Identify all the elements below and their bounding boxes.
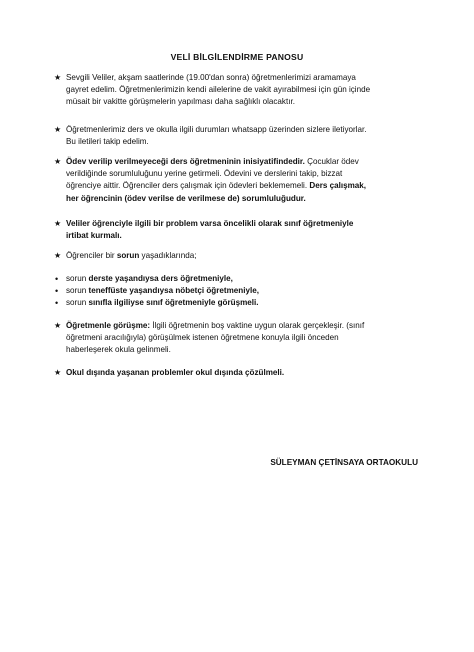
star-icon: ★ (54, 251, 62, 260)
page-title: VELİ BİLGİLENDİRME PANOSU (170, 52, 304, 62)
notice-item-class-teacher: ★ Veliler öğrenciyle ilgili bir problem varsa öncelikli olarak sınıf öğretmeniyle irtibat kurmalı. (54, 219, 354, 241)
notice-item-problems: ★ Öğrenciler bir sorun yaşadıklarında; (66, 250, 418, 262)
school-signature: SÜLEYMAN ÇETİNSAYA ORTAOKULU (270, 458, 418, 467)
bullet-list-item: • sorun sınıfla ilgiliyse sınıf öğretmeniyle görüşmeli. (55, 298, 259, 308)
star-icon: ★ (54, 368, 62, 377)
notice-item-outside-school: ★ Okul dışında yaşanan problemler okul dışında çözülmeli. (66, 367, 418, 379)
star-icon: ★ (54, 219, 62, 228)
notice-item-homework: ★ Ödev verilip verilmeyeceği ders öğretmeninin inisiyatifindedir. Çocuklar ödev verildiğinde sorumluluğunu yerine getirmeli. Ödevini ve derslerini takip, bizzat öğrenciye aittir. Öğrenciler ders çalışmak için ödevleri beklememeli. Ders çalışmak, her öğrencinin (ödev verilse de verilmese de) sorumluluğudur. (54, 157, 367, 203)
star-icon: ★ (54, 321, 62, 330)
bullet-icon: • (55, 298, 59, 308)
bullet-list-item: • sorun teneffüste yaşandıysa nöbetçi öğretmeniyle, (55, 286, 259, 296)
notice-item-whatsapp: ★ Öğretmenlerimiz ders ve okulla ilgili durumları whatsapp üzerinden sizlere iletiyorlar. Bu iletileri takip edelim. (54, 125, 367, 147)
bullet-icon: • (55, 286, 59, 296)
bullet-list-item: • sorun derste yaşandıysa ders öğretmeniyle, (55, 274, 233, 284)
notice-item-teacher-meeting: ★ Öğretmenle görüşme: İlgili öğretmenin boş vaktine uygun olarak gerçekleşir. (sınıf öğretmeni aracılığıyla) görüşülmek istenen öğretmene konuyla ilgili önceden haberleşerek okula gelinmeli. (54, 321, 365, 355)
star-icon: ★ (54, 157, 62, 166)
notice-item-calling-hours: ★ Sevgili Veliler, akşam saatlerinde (19.00'dan sonra) öğretmenlerimizi aramamaya gayret edelim. Öğretmenlerimizin kendi ailelerine de vakit ayırabilmesi için gün içinde müsait bir vakitte görüşmelerin yapılması daha sağlıklı olacaktır. (54, 73, 371, 107)
star-icon: ★ (54, 73, 62, 82)
bullet-icon: • (55, 274, 59, 284)
star-icon: ★ (54, 125, 62, 134)
